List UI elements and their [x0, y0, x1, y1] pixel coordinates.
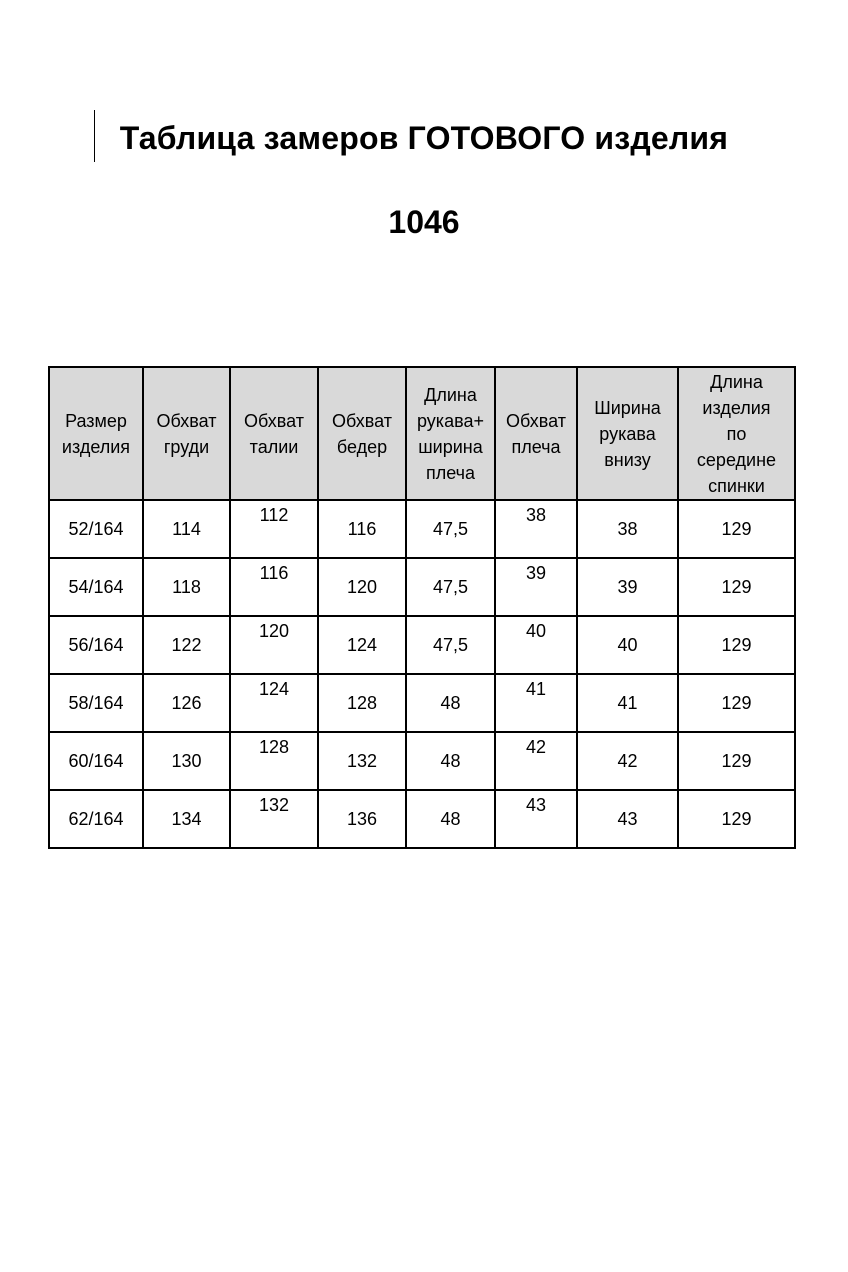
cell-hips: 132	[318, 732, 406, 790]
cell-back-length: 129	[678, 558, 795, 616]
cell-hips: 124	[318, 616, 406, 674]
cell-sleeve-width: 43	[577, 790, 678, 848]
cell-hips: 128	[318, 674, 406, 732]
cell-sleeve-length: 48	[406, 674, 495, 732]
cell-sleeve-length: 47,5	[406, 558, 495, 616]
header-waist: Обхват талии	[230, 367, 318, 500]
cell-size: 52/164	[49, 500, 143, 558]
cell-waist: 128	[230, 732, 318, 790]
cell-sleeve-width: 38	[577, 500, 678, 558]
table-row	[49, 616, 795, 674]
cell-chest: 114	[143, 500, 230, 558]
cell-waist: 112	[230, 500, 318, 558]
cell-size: 56/164	[49, 616, 143, 674]
cell-sleeve-width: 41	[577, 674, 678, 732]
table-row	[49, 674, 795, 732]
header-sleeve-length: Длина рукава+ ширина плеча	[406, 367, 495, 500]
cell-back-length: 129	[678, 790, 795, 848]
cell-sleeve-length: 48	[406, 732, 495, 790]
cell-shoulder: 39	[495, 558, 577, 616]
header-sleeve-width: Ширина рукава внизу	[577, 367, 678, 500]
header-hips: Обхват бедер	[318, 367, 406, 500]
cell-waist: 120	[230, 616, 318, 674]
cell-shoulder: 40	[495, 616, 577, 674]
cell-shoulder: 41	[495, 674, 577, 732]
cell-back-length: 129	[678, 500, 795, 558]
cell-chest: 118	[143, 558, 230, 616]
cell-size: 60/164	[49, 732, 143, 790]
cell-chest: 130	[143, 732, 230, 790]
table-row	[49, 732, 795, 790]
cell-sleeve-width: 39	[577, 558, 678, 616]
cell-hips: 116	[318, 500, 406, 558]
table-row	[49, 500, 795, 558]
cell-chest: 134	[143, 790, 230, 848]
size-table	[48, 366, 796, 849]
cell-waist: 116	[230, 558, 318, 616]
cell-hips: 136	[318, 790, 406, 848]
cell-hips: 120	[318, 558, 406, 616]
header-shoulder: Обхват плеча	[495, 367, 577, 500]
table-header-row	[49, 367, 795, 500]
cell-chest: 122	[143, 616, 230, 674]
cell-sleeve-length: 47,5	[406, 500, 495, 558]
cell-sleeve-width: 42	[577, 732, 678, 790]
cell-sleeve-length: 48	[406, 790, 495, 848]
cell-shoulder: 43	[495, 790, 577, 848]
table-row	[49, 558, 795, 616]
cell-back-length: 129	[678, 674, 795, 732]
header-chest: Обхват груди	[143, 367, 230, 500]
cell-chest: 126	[143, 674, 230, 732]
model-number: 1046	[388, 204, 460, 240]
table-row	[49, 790, 795, 848]
cell-size: 54/164	[49, 558, 143, 616]
cell-back-length: 129	[678, 616, 795, 674]
header-size: Размер изделия	[49, 367, 143, 500]
cell-back-length: 129	[678, 732, 795, 790]
cell-size: 62/164	[49, 790, 143, 848]
cell-sleeve-length: 47,5	[406, 616, 495, 674]
cell-shoulder: 42	[495, 732, 577, 790]
cell-waist: 124	[230, 674, 318, 732]
cell-size: 58/164	[49, 674, 143, 732]
cell-sleeve-width: 40	[577, 616, 678, 674]
header-back-length: Длина изделия по середине спинки	[678, 367, 795, 500]
page-title: Таблица замеров ГОТОВОГО изделия	[119, 120, 729, 156]
cell-shoulder: 38	[495, 500, 577, 558]
cell-waist: 132	[230, 790, 318, 848]
